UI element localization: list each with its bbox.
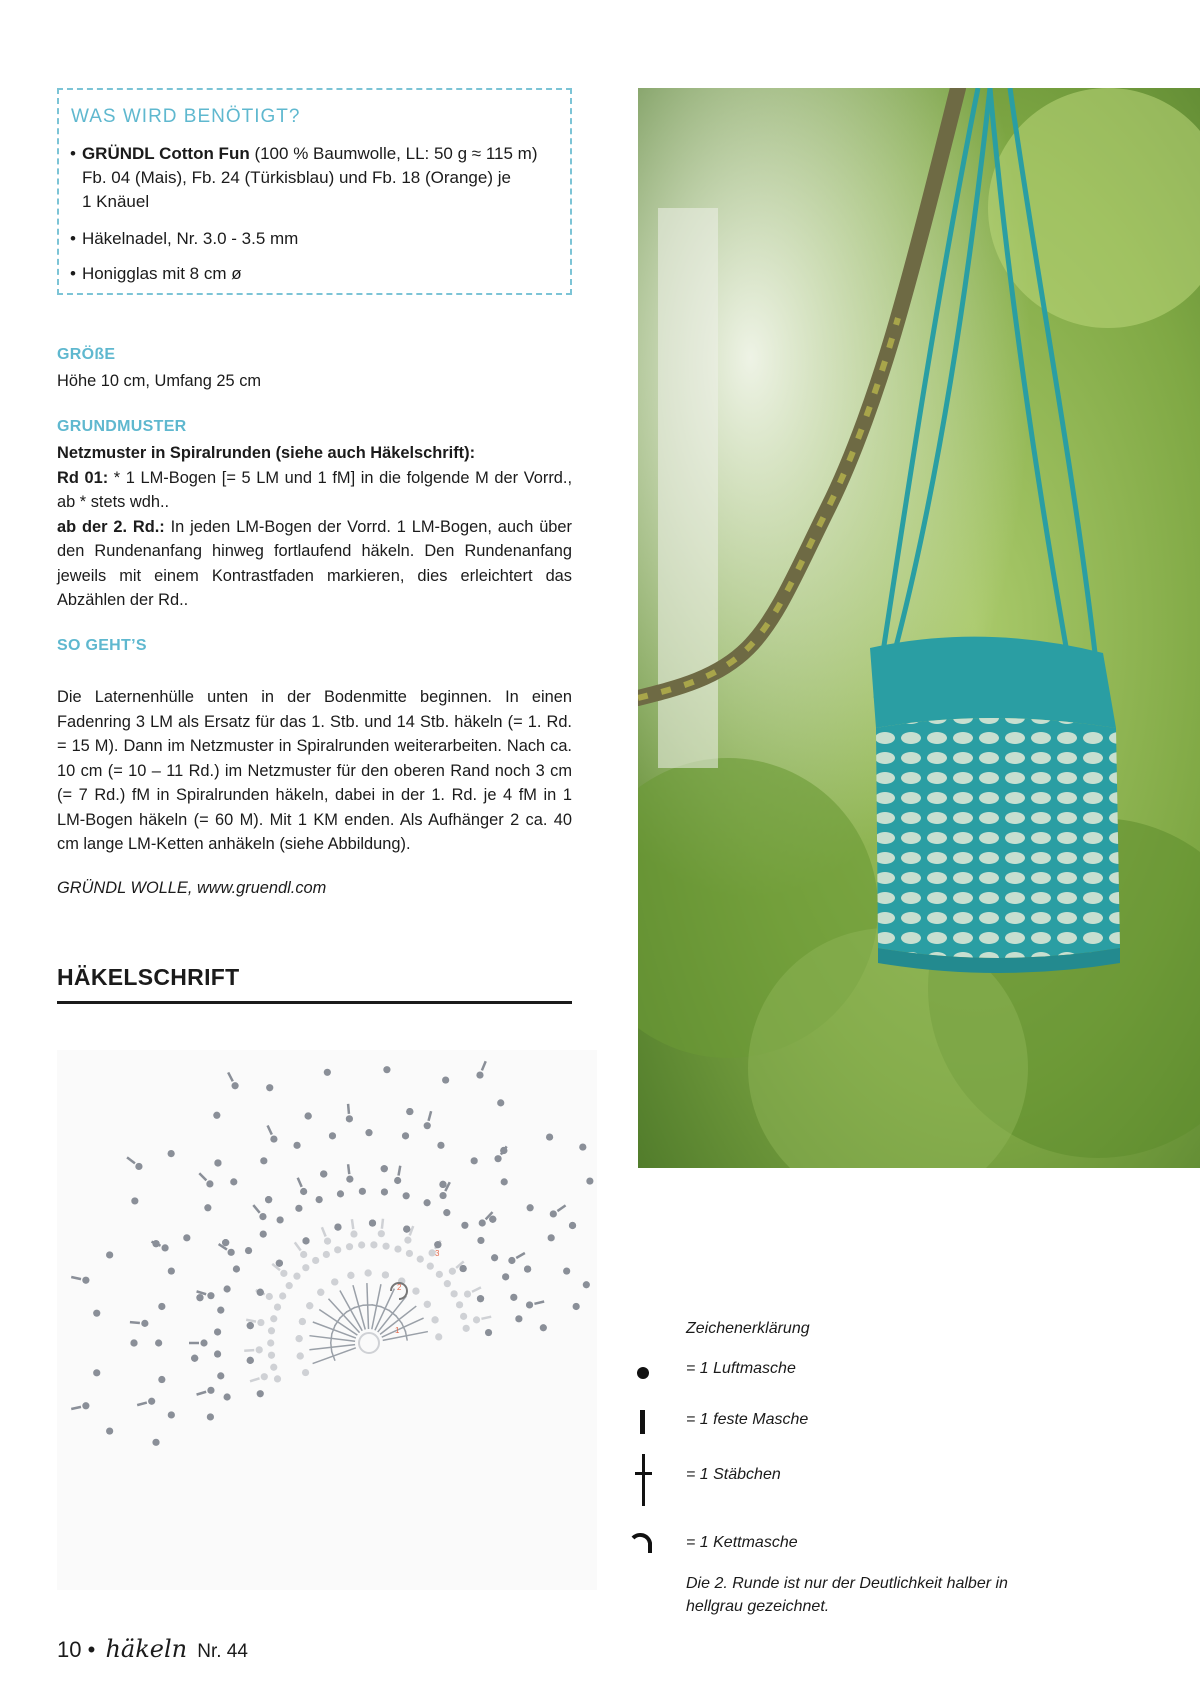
chain-stitch (230, 1178, 237, 1185)
chain-stitch (207, 1413, 214, 1420)
section-divider (57, 1001, 572, 1004)
chain-stitch (464, 1290, 471, 1297)
stitch-dc (367, 1283, 369, 1329)
legend-item-chain: = 1 Luftmasche (686, 1360, 796, 1377)
yarn-amount: 1 Knäuel (82, 192, 150, 211)
single-crochet (399, 1166, 401, 1176)
stitch-dc-bar (335, 1318, 341, 1326)
chain-stitch (299, 1318, 306, 1325)
chain-stitch (473, 1316, 480, 1323)
chain-stitch (158, 1376, 165, 1383)
chain-stitch (293, 1142, 300, 1149)
round-label-1: 1 (395, 1326, 400, 1335)
round-label-3: 3 (435, 1249, 440, 1258)
chain-stitch (370, 1241, 377, 1248)
round1-label: Rd 01: (57, 468, 109, 487)
chain-stitch (569, 1222, 576, 1229)
instructions-heading: SO GEHT’S (57, 637, 147, 654)
cross-icon (628, 1450, 658, 1510)
single-crochet (429, 1111, 432, 1121)
chain-stitch (406, 1250, 413, 1257)
chain-stitch (550, 1210, 557, 1217)
lantern-photo (638, 88, 1200, 1168)
chain-stitch (207, 1387, 214, 1394)
chain-stitch (316, 1196, 323, 1203)
chain-stitch (394, 1245, 401, 1252)
single-crochet (348, 1164, 349, 1174)
chain-stitch (424, 1301, 431, 1308)
chain-stitch (224, 1393, 231, 1400)
yarn-colors: Fb. 04 (Mais), Fb. 24 (Türkisblau) und Fb. 18 (Orange) je (82, 168, 511, 187)
chain-stitch (471, 1157, 478, 1164)
chain-stitch (434, 1241, 441, 1248)
materials-item-jar: • Honigglas mit 8 cm ø (70, 264, 242, 283)
chain-stitch (435, 1333, 442, 1340)
stitch-dc-bar (331, 1333, 332, 1343)
chain-stitch (280, 1270, 287, 1277)
chain-stitch (266, 1293, 273, 1300)
chain-stitch (402, 1132, 409, 1139)
chain-stitch (305, 1112, 312, 1119)
chain-stitch (573, 1303, 580, 1310)
chain-stitch (563, 1267, 570, 1274)
round2-label: ab der 2. Rd.: (57, 517, 165, 536)
chain-stitch (93, 1369, 100, 1376)
chain-stitch (270, 1135, 277, 1142)
jar-text: Honigglas mit 8 cm ø (81, 264, 242, 283)
chain-stitch (494, 1155, 501, 1162)
chain-stitch (394, 1177, 401, 1184)
chain-stitch (161, 1244, 168, 1251)
chain-stitch (404, 1237, 411, 1244)
single-crochet (322, 1227, 326, 1236)
chain-stitch (324, 1069, 331, 1076)
stitch-dc (313, 1348, 356, 1364)
chain-stitch (206, 1180, 213, 1187)
chain-stitch (306, 1302, 313, 1309)
chain-stitch (456, 1301, 463, 1308)
chain-stitch (479, 1219, 486, 1226)
single-crochet (197, 1291, 207, 1294)
chain-stitch (93, 1310, 100, 1317)
chain-stitch (296, 1335, 303, 1342)
chain-stitch (274, 1375, 281, 1382)
chain-stitch (233, 1265, 240, 1272)
chain-stitch (320, 1170, 327, 1177)
chain-stitch (323, 1251, 330, 1258)
chain-stitch (365, 1129, 372, 1136)
chain-stitch (106, 1251, 113, 1258)
chain-stitch (302, 1264, 309, 1271)
crochet-diagram-svg (57, 1050, 597, 1590)
chain-stitch (524, 1265, 531, 1272)
crochet-diagram (57, 1050, 597, 1590)
chain-stitch (266, 1084, 273, 1091)
chain-stitch (260, 1230, 267, 1237)
chain-stitch (583, 1281, 590, 1288)
single-crochet (352, 1219, 353, 1229)
page-number: 10 (57, 1637, 82, 1662)
chain-stitch (222, 1239, 229, 1246)
pattern-heading: GRUNDMUSTER (57, 418, 187, 435)
single-crochet (534, 1301, 544, 1303)
single-crochet (137, 1403, 147, 1406)
stitch-dc (340, 1291, 362, 1331)
chain-stitch (217, 1307, 224, 1314)
chain-stitch (417, 1256, 424, 1263)
chain-stitch (439, 1192, 446, 1199)
chain-stitch (261, 1373, 268, 1380)
chain-stitch (347, 1272, 354, 1279)
single-crochet (244, 1350, 254, 1351)
chain-stitch (267, 1339, 274, 1346)
single-crochet (199, 1173, 206, 1180)
chain-stitch (365, 1269, 372, 1276)
chain-stitch (477, 1295, 484, 1302)
chain-stitch (214, 1328, 221, 1335)
chain-stitch (231, 1082, 238, 1089)
chain-stitch (439, 1181, 446, 1188)
legend-title: Zeichenerklärung (686, 1320, 810, 1337)
instructions-text: Die Laternenhülle unten in der Bodenmitte beginnen. In einen Fadenring 3 LM als Ersatz für das 1. Stb. und 14 Stb. häkeln (= 1. Rd. = 15 M). Dann im Netzmuster in Spiralrunden weiterarbeiten. Nach ca. 10 cm (= 10 – 11 Rd.) im Netzmuster für den oberen Rand noch 3 cm (= 7 Rd.) fM in Spiralrunden häkeln, dabei in der 1. Rd. je 4 fM in 1 LM-Bogen häkeln (= 60 M). Mit 1 KM enden. Als Aufhänger 2 ca. 40 cm lange LM-Ketten anhäkeln (siehe Abbildung). (57, 688, 572, 853)
single-crochet (481, 1317, 491, 1319)
round1-text: * 1 LM-Bogen [= 5 LM und 1 fM] in die folgende M der Vorrd., ab * stets wdh.. (57, 468, 573, 511)
footer (57, 1635, 248, 1663)
chain-stitch (228, 1249, 235, 1256)
chain-stitch (135, 1163, 142, 1170)
chain-stitch (82, 1277, 89, 1284)
chain-stitch (403, 1192, 410, 1199)
chain-stitch (477, 1237, 484, 1244)
chain-stitch (463, 1325, 470, 1332)
chain-stitch (324, 1238, 331, 1245)
chain-stitch (460, 1265, 467, 1272)
chain-stitch (586, 1177, 593, 1184)
single-crochet (71, 1407, 81, 1409)
single-crochet (197, 1392, 207, 1395)
chain-stitch (257, 1390, 264, 1397)
chain-stitch (423, 1199, 430, 1206)
chain-stitch (148, 1398, 155, 1405)
materials-item-hook: • Häkelnadel, Nr. 3.0 - 3.5 mm (70, 229, 299, 248)
legend-item-slip-stitch: = 1 Kettmasche (686, 1534, 798, 1551)
materials-item-yarn: • GRÜNDL Cotton Fun (100 % Baumwolle, LL: 50 g ≈ 115 m) (70, 144, 538, 163)
chain-stitch (359, 1188, 366, 1195)
chain-stitch (214, 1350, 221, 1357)
chain-stitch (403, 1225, 410, 1232)
chain-stitch (152, 1439, 159, 1446)
chain-stitch (302, 1369, 309, 1376)
chain-stitch (449, 1268, 456, 1275)
stitch-dc-bar (372, 1305, 382, 1307)
chain-stitch (442, 1076, 449, 1083)
chain-stitch (510, 1294, 517, 1301)
stitch-dc-bar (389, 1310, 397, 1316)
chain-stitch (489, 1216, 496, 1223)
stitch-dc-bar (396, 1316, 402, 1324)
chain-stitch (424, 1122, 431, 1129)
chain-stitch (317, 1289, 324, 1296)
chain-stitch (260, 1157, 267, 1164)
chain-stitch (300, 1251, 307, 1258)
chain-stitch (369, 1219, 376, 1226)
chain-stitch (502, 1273, 509, 1280)
chain-stitch (214, 1159, 221, 1166)
chain-stitch (312, 1257, 319, 1264)
chain-stitch (168, 1150, 175, 1157)
chain-stitch (378, 1230, 385, 1237)
single-crochet (482, 1061, 486, 1070)
chain-stitch (436, 1271, 443, 1278)
chain-stitch (334, 1246, 341, 1253)
chart-section-title: HÄKELSCHRIFT (57, 964, 240, 990)
credit: GRÜNDL WOLLE, www.gruendl.com (57, 879, 327, 897)
single-crochet (127, 1157, 135, 1163)
chain-stitch (130, 1339, 137, 1346)
chain-stitch (131, 1197, 138, 1204)
chain-stitch (196, 1294, 203, 1301)
single-crochet (268, 1125, 272, 1134)
chain-stitch (268, 1352, 275, 1359)
magic-ring (359, 1333, 379, 1353)
single-crochet (557, 1205, 565, 1211)
chain-stitch (274, 1303, 281, 1310)
chain-stitch (427, 1263, 434, 1270)
chain-stitch (337, 1190, 344, 1197)
chain-stitch (168, 1267, 175, 1274)
chain-stitch (350, 1230, 357, 1237)
chain-stitch (247, 1322, 254, 1329)
yarn-spec: (100 % Baumwolle, LL: 50 g ≈ 115 m) (249, 144, 538, 163)
stitch-dc-bar (405, 1331, 407, 1341)
chain-stitch (297, 1352, 304, 1359)
chain-stitch (382, 1243, 389, 1250)
chain-stitch (247, 1357, 254, 1364)
materials-title: WAS WIRD BENÖTIGT? (71, 106, 301, 127)
chain-stitch (346, 1176, 353, 1183)
chain-stitch (381, 1165, 388, 1172)
chain-stitch (437, 1142, 444, 1149)
chain-stitch (443, 1209, 450, 1216)
legend-item-single-crochet: = 1 feste Masche (686, 1411, 809, 1428)
chain-stitch (331, 1278, 338, 1285)
stitch-dc (309, 1336, 355, 1342)
chain-stitch (257, 1319, 264, 1326)
stitch-dc (309, 1345, 355, 1350)
single-crochet (228, 1072, 233, 1081)
single-crochet (516, 1253, 525, 1258)
chain-stitch (224, 1285, 231, 1292)
chain-stitch (155, 1339, 162, 1346)
chain-stitch (548, 1234, 555, 1241)
chain-stitch (497, 1099, 504, 1106)
chain-stitch (270, 1364, 277, 1371)
legend-note: Die 2. Runde ist nur der Deutlichkeit halber in hellgrau gezeichnet. (686, 1575, 1008, 1615)
chain-stitch (346, 1115, 353, 1122)
chain-stitch (293, 1273, 300, 1280)
chain-stitch (270, 1315, 277, 1322)
stitch-dc-bar (346, 1307, 355, 1312)
single-crochet (472, 1287, 481, 1291)
chain-stitch (579, 1143, 586, 1150)
chain-stitch (444, 1280, 451, 1287)
chain-stitch (168, 1411, 175, 1418)
size-text: Höhe 10 cm, Umfang 25 cm (57, 372, 262, 390)
single-crochet (295, 1242, 301, 1250)
footer-bullet: • (87, 1637, 96, 1662)
single-crochet (130, 1322, 140, 1323)
arc-icon (628, 1527, 658, 1557)
lantern-photo-illustration (638, 88, 1200, 1168)
single-crochet (298, 1178, 302, 1187)
single-crochet (246, 1320, 256, 1322)
single-crochet (382, 1219, 383, 1229)
chain-stitch (82, 1402, 89, 1409)
chain-stitch (515, 1315, 522, 1322)
single-crochet (250, 1378, 260, 1381)
chain-stitch (200, 1339, 207, 1346)
chain-stitch (204, 1204, 211, 1211)
chain-stitch (485, 1329, 492, 1336)
chain-stitch (358, 1241, 365, 1248)
chain-stitch (526, 1301, 533, 1308)
chain-stitch (476, 1071, 483, 1078)
chain-stitch (346, 1243, 353, 1250)
chain-stitch (329, 1132, 336, 1139)
chain-stitch (217, 1372, 224, 1379)
chain-stitch (383, 1066, 390, 1073)
chain-stitch (508, 1257, 515, 1264)
pattern-body (57, 441, 572, 613)
chain-stitch (527, 1204, 534, 1211)
chain-stitch (257, 1289, 264, 1296)
chain-stitch (491, 1254, 498, 1261)
chain-stitch (213, 1112, 220, 1119)
chain-stitch (460, 1313, 467, 1320)
chain-stitch (183, 1234, 190, 1241)
yarn-name: GRÜNDL Cotton Fun (81, 144, 250, 163)
single-crochet (410, 1226, 414, 1235)
chain-stitch (152, 1240, 159, 1247)
chain-stitch (277, 1216, 284, 1223)
chain-stitch (381, 1188, 388, 1195)
chain-stitch (286, 1282, 293, 1289)
pattern-subheading: Netzmuster in Spiralrunden (siehe auch Häkelschrift): (57, 444, 476, 462)
chain-stitch (295, 1205, 302, 1212)
size-heading: GRÖßE (57, 346, 116, 363)
chain-stitch (501, 1178, 508, 1185)
chain-stitch (451, 1290, 458, 1297)
chain-stitch (207, 1292, 214, 1299)
chain-stitch (106, 1427, 113, 1434)
stitch-dc-bar (331, 1342, 332, 1352)
chain-stitch (540, 1324, 547, 1331)
chain-stitch (268, 1327, 275, 1334)
chain-stitch (461, 1222, 468, 1229)
chain-stitch (256, 1346, 263, 1353)
stitch-dc (328, 1299, 359, 1333)
issue-number: Nr. 44 (197, 1641, 248, 1662)
chain-stitch (276, 1260, 283, 1267)
chain-stitch (431, 1316, 438, 1323)
chain-stitch (259, 1213, 266, 1220)
dot-icon (628, 1358, 658, 1388)
chain-stitch (265, 1196, 272, 1203)
chain-stitch (406, 1108, 413, 1115)
chain-stitch (245, 1247, 252, 1254)
single-crochet (71, 1277, 81, 1279)
chain-stitch (300, 1188, 307, 1195)
round2-text: In jeden LM-Bogen der Vorrd. 1 LM-Bogen, auch über den Rundenanfang hinweg fortlaufend häkeln. Den Rundenanfang jeweils mit einem Kontrastfaden markieren, dies erleichtert das Abzählen der Rd.. (57, 517, 572, 609)
chain-stitch (412, 1287, 419, 1294)
bar-icon (628, 1408, 658, 1438)
chain-stitch (546, 1133, 553, 1140)
chain-stitch (191, 1355, 198, 1362)
chain-stitch (382, 1271, 389, 1278)
chain-stitch (279, 1292, 286, 1299)
chain-stitch (500, 1147, 507, 1154)
chain-stitch (141, 1320, 148, 1327)
magazine-brand: häkeln (105, 1635, 188, 1663)
chain-stitch (302, 1237, 309, 1244)
chain-stitch (334, 1223, 341, 1230)
legend-item-double-crochet: = 1 Stäbchen (686, 1466, 781, 1483)
chain-stitch (158, 1303, 165, 1310)
hook-text: Häkelnadel, Nr. 3.0 - 3.5 mm (81, 229, 299, 248)
single-crochet (348, 1104, 349, 1114)
single-crochet (253, 1205, 259, 1213)
round-label-2: 2 (397, 1283, 402, 1292)
